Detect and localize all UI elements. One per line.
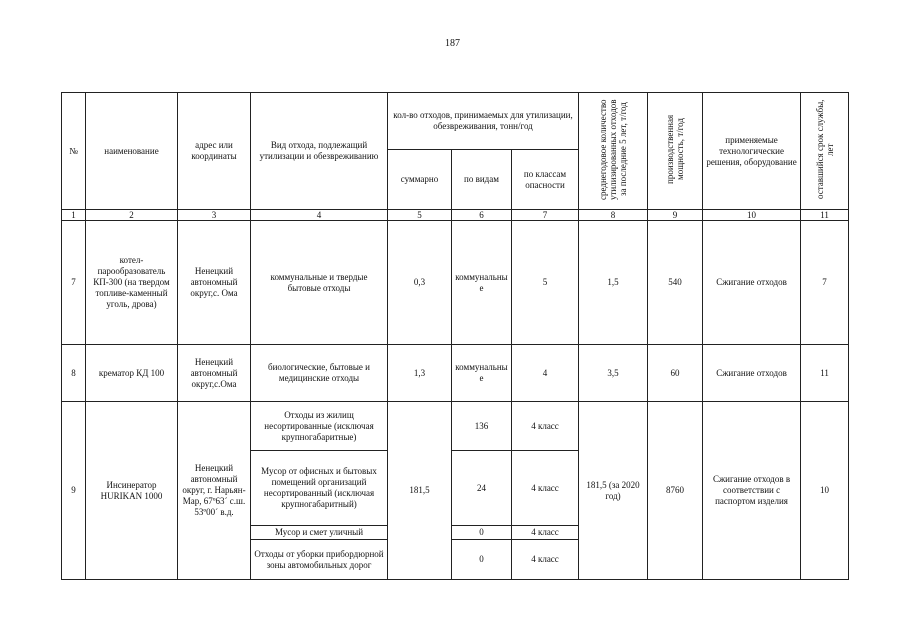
subrow-by-type: 24 xyxy=(452,451,512,526)
header-address: адрес или координаты xyxy=(178,93,251,210)
row-waste: коммунальные и твердые бытовые отходы xyxy=(251,221,388,345)
row-total: 0,3 xyxy=(388,221,452,345)
row-no: 8 xyxy=(62,345,86,402)
header-capacity-text: производственная мощность, т/год xyxy=(665,114,686,185)
page-number: 187 xyxy=(445,38,460,49)
row-address: Ненецкий автономный округ, г. Нарьян-Мар, 67º63´ с.ш. 53º00´ в.д. xyxy=(178,402,251,580)
subrow-waste: Мусор от офисных и бытовых помещений организаций несортированный (исключая крупногабаритный) xyxy=(251,451,388,526)
subrow-by-type: 0 xyxy=(452,526,512,540)
header-no: № xyxy=(62,93,86,210)
row-capacity: 8760 xyxy=(648,402,703,580)
header-waste-type: Вид отхода, подлежащий утилизации и обезвреживанию xyxy=(251,93,388,210)
column-number: 10 xyxy=(703,210,801,221)
row-total: 181,5 xyxy=(388,402,452,580)
column-number: 1 xyxy=(62,210,86,221)
subrow-waste: Мусор и смет уличный xyxy=(251,526,388,540)
table-row xyxy=(62,402,849,451)
header-total: суммарно xyxy=(388,150,452,210)
row-tech: Сжигание отходов xyxy=(703,221,801,345)
row-capacity: 540 xyxy=(648,221,703,345)
subrow-waste: Отходы из жилищ несортированные (исключая крупногабаритные) xyxy=(251,402,388,451)
column-number: 8 xyxy=(579,210,648,221)
row-avg: 1,5 xyxy=(579,221,648,345)
subrow-by-type: 0 xyxy=(452,540,512,580)
row-by-type: коммунальные xyxy=(452,221,512,345)
column-number: 4 xyxy=(251,210,388,221)
column-number: 6 xyxy=(452,210,512,221)
column-number: 5 xyxy=(388,210,452,221)
subrow-by-class: 4 класс xyxy=(512,540,579,580)
row-name: Инсинератор HURIKAN 1000 xyxy=(86,402,178,580)
header-service-life-text: оставшийся срок службы, лет xyxy=(814,99,835,200)
row-life: 7 xyxy=(801,221,849,345)
column-number: 11 xyxy=(801,210,849,221)
subrow-waste: Отходы от уборки прибордюрной зоны автомобильных дорог xyxy=(251,540,388,580)
table-row xyxy=(62,345,849,402)
table-row xyxy=(62,221,849,345)
row-avg: 181,5 (за 2020 год) xyxy=(579,402,648,580)
subrow-by-class: 4 класс xyxy=(512,526,579,540)
row-by-class: 4 xyxy=(512,345,579,402)
row-name: котел-парообразователь КП-300 (на твердом топливе-каменный уголь, дрова) xyxy=(86,221,178,345)
row-no: 9 xyxy=(62,402,86,580)
row-waste: биологические, бытовые и медицинские отходы xyxy=(251,345,388,402)
row-capacity: 60 xyxy=(648,345,703,402)
row-no: 7 xyxy=(62,221,86,345)
header-name: наименование xyxy=(86,93,178,210)
column-number: 3 xyxy=(178,210,251,221)
row-by-type: коммунальные xyxy=(452,345,512,402)
header-capacity xyxy=(648,93,703,210)
column-numbers-row xyxy=(62,210,849,221)
header-by-type: по видам xyxy=(452,150,512,210)
row-name: крематор КД 100 xyxy=(86,345,178,402)
subrow-by-type: 136 xyxy=(452,402,512,451)
column-number: 7 xyxy=(512,210,579,221)
row-tech: Сжигание отходов xyxy=(703,345,801,402)
header-avg-quantity xyxy=(579,93,648,210)
header-tech: применяемые технологические решения, оборудование xyxy=(703,93,801,210)
row-by-class: 5 xyxy=(512,221,579,345)
header-quantity-group: кол-во отходов, принимаемых для утилизации, обезвреживания, тонн/год xyxy=(388,93,579,150)
column-number: 9 xyxy=(648,210,703,221)
row-total: 1,3 xyxy=(388,345,452,402)
row-tech: Сжигание отходов в соответствии с паспортом изделия xyxy=(703,402,801,580)
row-life: 10 xyxy=(801,402,849,580)
subrow-by-class: 4 класс xyxy=(512,402,579,451)
waste-facilities-table xyxy=(61,92,849,580)
header-service-life xyxy=(801,93,849,210)
header-avg-quantity-text: среднегодовое количество утилизированных отходов за последние 5 лет, т/год xyxy=(598,99,629,200)
column-number: 2 xyxy=(86,210,178,221)
row-life: 11 xyxy=(801,345,849,402)
header-by-class: по классам опасности xyxy=(512,150,579,210)
row-address: Ненецкий автономный округ,с.Ома xyxy=(178,345,251,402)
row-address: Ненецкий автономный округ,с. Ома xyxy=(178,221,251,345)
row-avg: 3,5 xyxy=(579,345,648,402)
subrow-by-class: 4 класс xyxy=(512,451,579,526)
